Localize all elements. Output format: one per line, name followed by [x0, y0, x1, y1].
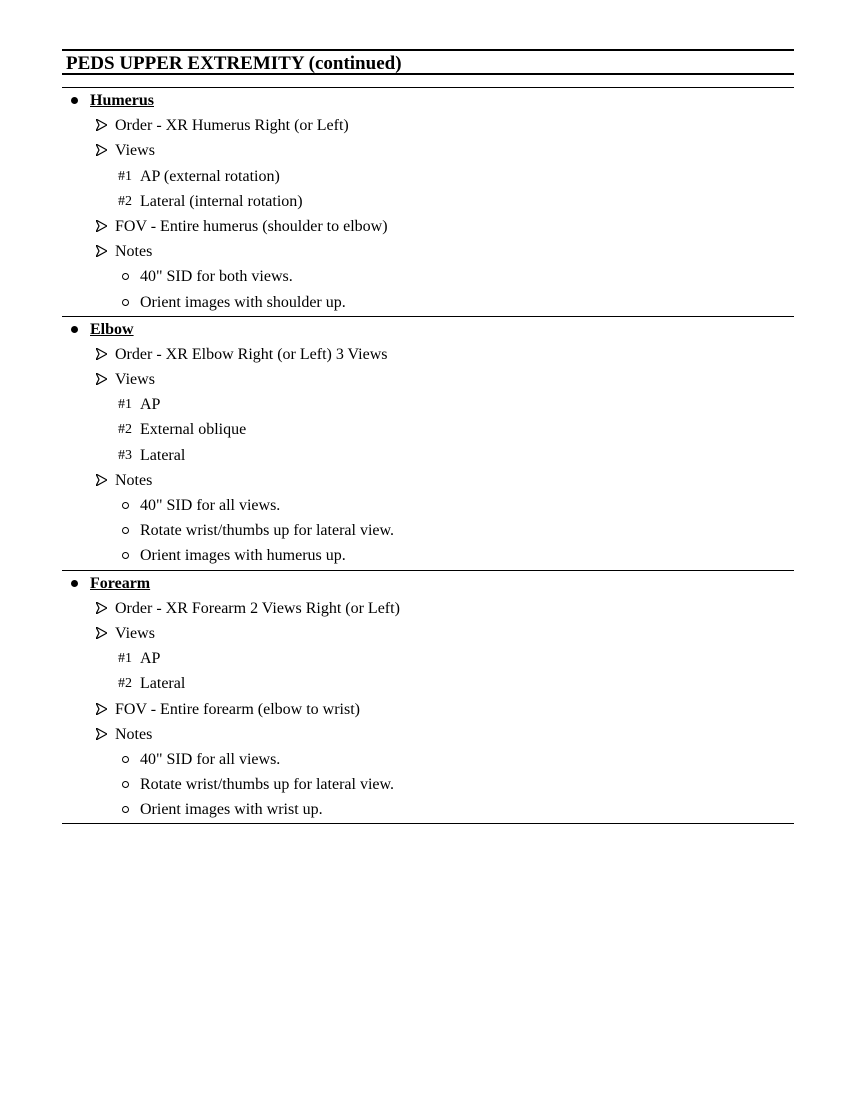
circle-bullet-icon [122, 781, 129, 788]
view-number: #1 [118, 168, 132, 184]
list-item-views: Views [62, 621, 794, 646]
note-item: Orient images with wrist up. [62, 797, 794, 822]
section-title: Elbow [90, 320, 134, 338]
circle-bullet-icon [122, 756, 129, 763]
document-page [62, 49, 794, 824]
list-item-notes: Notes [62, 239, 794, 264]
section-title: Humerus [90, 92, 154, 109]
note-item: Rotate wrist/thumbs up for lateral view. [62, 772, 794, 797]
note-item: 40" SID for all views. [62, 747, 794, 772]
circle-bullet-icon [122, 299, 129, 306]
section-title: Forearm [90, 574, 151, 592]
section-header [62, 571, 794, 596]
list-item-views: Views [62, 138, 794, 163]
view-number: #3 [118, 447, 132, 463]
view-item: #2 Lateral (internal rotation) [62, 189, 794, 214]
note-item: Rotate wrist/thumbs up for lateral view. [62, 518, 794, 543]
bullet-icon [71, 580, 78, 587]
list-item-order: Order - XR Elbow Right (or Left) 3 Views [62, 342, 794, 367]
note-item: Orient images with humerus up. [62, 543, 794, 568]
bullet-icon [71, 97, 78, 104]
list-item-fov: FOV - Entire forearm (elbow to wrist) [62, 697, 794, 722]
view-item: #1 AP (external rotation) [62, 164, 794, 189]
list-item-notes: Notes [62, 722, 794, 747]
list-item-notes: Notes [62, 468, 794, 493]
list-item-order: Order - XR Humerus Right (or Left) [62, 113, 794, 138]
view-number: #1 [118, 397, 132, 413]
note-item: 40" SID for both views. [62, 264, 794, 289]
view-item: #2 External oblique [62, 417, 794, 442]
list-item-views: Views [62, 367, 794, 392]
section-humerus [62, 88, 794, 317]
view-number: #2 [118, 193, 132, 209]
view-item: #3 Lateral [62, 443, 794, 468]
section-forearm [62, 571, 794, 825]
view-item: #2 Lateral [62, 671, 794, 696]
view-number: #2 [118, 676, 132, 692]
list-item-order: Order - XR Forearm 2 Views Right (or Left) [62, 596, 794, 621]
circle-bullet-icon [122, 502, 129, 509]
list-item-fov: FOV - Entire humerus (shoulder to elbow) [62, 214, 794, 239]
note-item: 40" SID for all views. [62, 493, 794, 518]
note-item: Orient images with shoulder up. [62, 290, 794, 315]
section-header [62, 88, 794, 113]
page-title: PEDS UPPER EXTREMITY (continued) [62, 49, 794, 75]
view-item: #1 AP [62, 392, 794, 417]
bullet-icon [71, 326, 78, 333]
section-header [62, 317, 794, 342]
view-number: #1 [118, 651, 132, 667]
section-elbow [62, 317, 794, 571]
view-number: #2 [118, 422, 132, 438]
view-item: #1 AP [62, 646, 794, 671]
